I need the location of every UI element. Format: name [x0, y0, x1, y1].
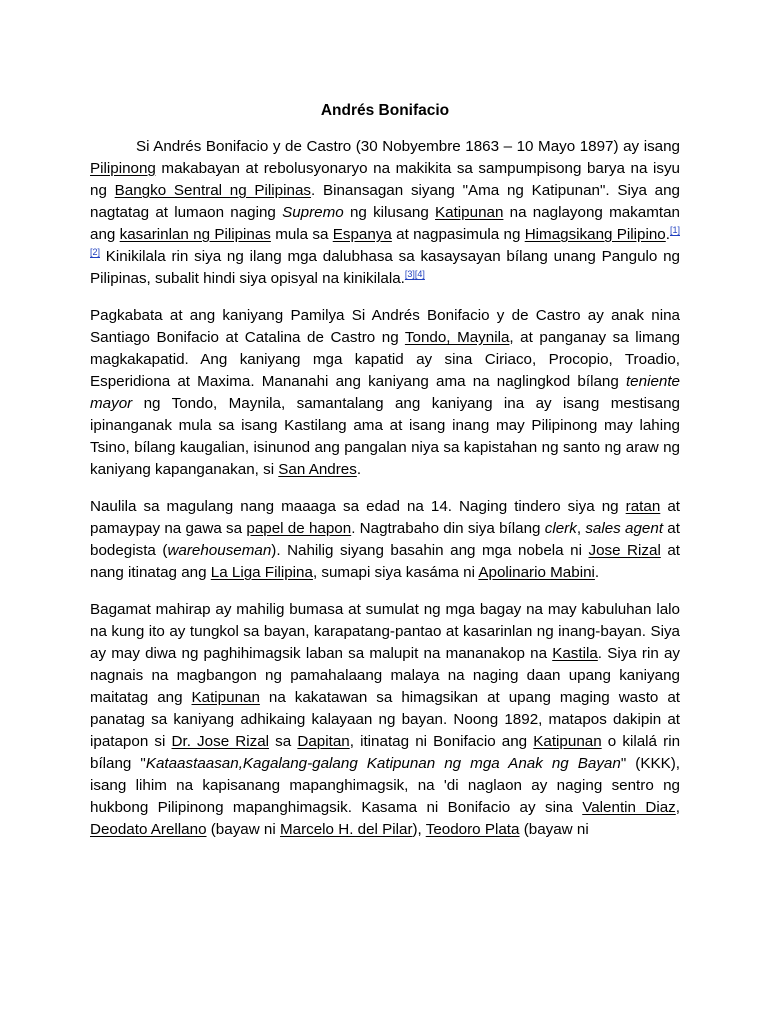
text-run: o kilalá rin bílang " [90, 733, 681, 772]
link-deodato-arellano[interactable]: Deodato Arellano [90, 821, 207, 838]
italic-kkk-full-name: Kataastaasan,Kagalang-galang Katipunan ng mga Anak ng Bayan [145, 755, 621, 772]
italic-clerk: clerk [544, 520, 577, 537]
text-run: , at panganay sa limang magkakapatid. Ang kaniyang mga kapatid ay sina Ciriaco, Procopio, Troadio, Esperidiona at Maxima. Mananahi ang kaniyang ama na naglingkod bílang [90, 329, 680, 390]
text-run: Bagamat mahirap ay mahilig bumasa at sumulat ng mga bagay na may kabuluhan lalo na kung ito ay tungkol sa bayan, karapatang-pantao at kasarinlan ng inang-bayan. Siya ay may diwa ng paghihimagsik laban sa malupit na mananakop na [90, 601, 680, 662]
text-run: ng kilusang [343, 204, 436, 221]
link-kasarinlan[interactable]: kasarinlan ng Pilipinas [119, 226, 271, 243]
link-dr-jose-rizal[interactable]: Dr. Jose Rizal [171, 733, 270, 750]
link-bangko-sentral[interactable]: Bangko Sentral ng Pilipinas [114, 182, 311, 199]
text-run: sa [269, 733, 298, 750]
link-dapitan[interactable]: Dapitan [297, 733, 350, 750]
link-tondo-maynila[interactable]: Tondo, Maynila [404, 329, 510, 346]
text-run: na naglayong makamtan ang [90, 204, 680, 243]
text-run: at nagpasimula ng [391, 226, 525, 243]
italic-warehouseman: warehouseman [167, 542, 272, 559]
katipunan-paragraph [90, 599, 680, 841]
text-run: ), [412, 821, 426, 838]
footnote-ref-1[interactable]: [1] [669, 224, 680, 235]
italic-teniente-mayor: teniente mayor [90, 373, 680, 412]
link-katipunan-2[interactable]: Katipunan [191, 689, 260, 706]
text-run: , [675, 799, 681, 816]
italic-supremo: Supremo [282, 204, 344, 221]
text-run: . [594, 564, 600, 581]
text-run: " (KKK), isang lihim na kapisanang mapanghimagsik, na 'di naglaon ay naging sentro ng hukbong Pilipinong mapanghimagsik. Kasama ni Bonifacio ay sina [90, 755, 680, 816]
link-valentin-diaz[interactable]: Valentin Diaz [582, 799, 676, 816]
link-papel-de-hapon[interactable]: papel de hapon [246, 520, 352, 537]
work-paragraph [90, 496, 680, 584]
link-katipunan[interactable]: Katipunan [435, 204, 504, 221]
link-himagsikang-pilipino[interactable]: Himagsikang Pilipino [524, 226, 666, 243]
link-ratan[interactable]: ratan [625, 498, 661, 515]
text-run: ng Tondo, Maynila, samantalang ang kaniyang ina ay isang mestisang ipinanganak mula sa isang Kastilang ama at isang inang may Pilipinong may lahing Tsino, bílang kaugalian, isinunod ang pangalan niya sa kapistahan ng santo ng araw ng kaniyang kapanganakan, si [90, 395, 680, 478]
text-run: at nang itinatag ang [90, 542, 680, 581]
text-run: . Siya rin ay nagnais na magbangon ng pamahalaang malaya na naging daan upang kaniyang maitatag ang [90, 645, 681, 706]
childhood-paragraph [90, 305, 680, 481]
link-jose-rizal[interactable]: Jose Rizal [588, 542, 661, 559]
text-run: mula sa [270, 226, 333, 243]
link-marcelo-del-pilar[interactable]: Marcelo H. del Pilar [279, 821, 413, 838]
text-run: ). Nahilig siyang basahin ang mga nobela ni [271, 542, 589, 559]
text-run: at pamaypay na gawa sa [90, 498, 681, 537]
text-run: . Nagtrabaho din siya bílang [351, 520, 545, 537]
text-run: Naulila sa magulang nang maaaga sa edad na 14. Naging tindero siya ng [90, 498, 626, 515]
text-run: (bayaw ni [206, 821, 280, 838]
link-espanya[interactable]: Espanya [332, 226, 392, 243]
text-run: , sumapi siya kasáma ni [312, 564, 479, 581]
text-run: . [356, 461, 362, 478]
footnote-ref-4[interactable]: [4] [414, 268, 425, 279]
text-run: (bayaw ni [519, 821, 589, 838]
text-run: . Binansagan siyang "Ama ng Katipunan". Siya ang nagtatag at lumaon naging [90, 182, 681, 221]
footnote-ref-2[interactable]: [2] [90, 246, 101, 257]
text-run: , itinatag ni Bonifacio ang [349, 733, 534, 750]
link-san-andres[interactable]: San Andres [278, 461, 357, 478]
link-katipunan-3[interactable]: Katipunan [533, 733, 602, 750]
intro-paragraph [90, 136, 680, 290]
text-run: Kinikilala rin siya ng ilang mga dalubhasa sa kasaysayan bílang unang Pangulo ng Pilipinas, subalit hindi siya opisyal na kinikilala. [90, 248, 680, 287]
text-run: at bodegista ( [90, 520, 680, 559]
italic-sales-agent: sales agent [585, 520, 664, 537]
link-pilipinong[interactable]: Pilipinong [90, 160, 156, 177]
footnote-ref-3[interactable]: [3] [404, 268, 415, 279]
text-run: , [576, 520, 586, 537]
link-teodoro-plata[interactable]: Teodoro Plata [425, 821, 520, 838]
text-run: Si Andrés Bonifacio y de Castro (30 Nobyembre 1863 – 10 Mayo 1897) ay isang [136, 138, 680, 155]
text-run: Pagkabata at ang kaniyang Pamilya Si Andrés Bonifacio y de Castro ay anak nina Santiago Bonifacio at Catalina de Castro ng [90, 307, 680, 346]
link-kastila[interactable]: Kastila [552, 645, 598, 662]
link-apolinario-mabini[interactable]: Apolinario Mabini [478, 564, 595, 581]
text-run: . [665, 226, 670, 243]
link-la-liga-filipina[interactable]: La Liga Filipina [210, 564, 313, 581]
text-run: na kakatawan sa himagsikan at upang maging wasto at panatag sa kaniyang adhikaing kalayaan ng bayan. Noong 1892, matapos dakipin at ipatapon si [90, 689, 680, 750]
document-title: Andrés Bonifacio [320, 102, 450, 119]
text-run: makabayan at rebolusyonaryo na makikita sa sampumpisong barya na isyu ng [90, 160, 680, 199]
